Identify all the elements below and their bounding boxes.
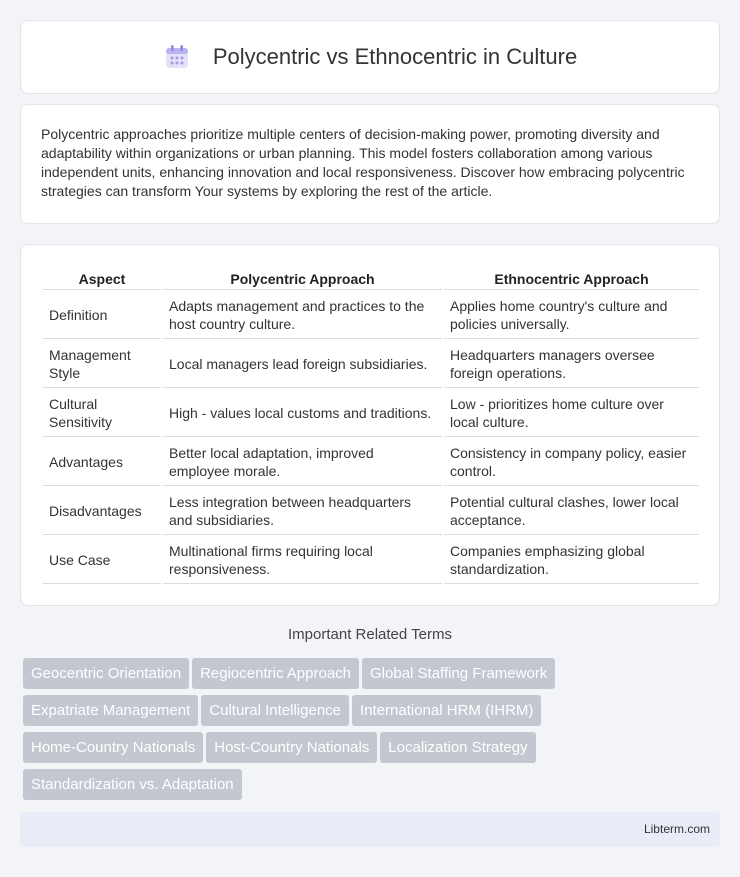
term-tag[interactable]: Expatriate Management [23, 695, 198, 726]
comparison-card [20, 244, 720, 606]
term-tag[interactable]: Home-Country Nationals [23, 732, 203, 763]
ethnocentric-cell: Companies emphasizing global standardization. [444, 537, 699, 584]
related-terms-title: Important Related Terms [288, 626, 452, 643]
table-row [43, 341, 699, 388]
column-header: Ethnocentric Approach [444, 267, 699, 290]
table-header-row [43, 267, 699, 290]
aspect-cell: Use Case [43, 537, 161, 584]
aspect-cell: Advantages [43, 439, 161, 486]
polycentric-cell: Adapts management and practices to the host country culture. [163, 292, 442, 339]
term-tag[interactable]: Localization Strategy [380, 732, 535, 763]
footer-link[interactable]: Libterm.com [643, 822, 710, 836]
polycentric-cell: Less integration between headquarters and subsidiaries. [163, 488, 442, 535]
column-header: Polycentric Approach [163, 267, 442, 290]
table-row [43, 439, 699, 486]
aspect-cell: Definition [43, 292, 161, 339]
page-title: Polycentric vs Ethnocentric in Culture [212, 44, 578, 69]
table-row [43, 537, 699, 584]
table-row [43, 488, 699, 535]
term-tag[interactable]: Global Staffing Framework [362, 658, 555, 689]
column-header: Aspect [43, 267, 161, 290]
term-tag[interactable]: Standardization vs. Adaptation [23, 769, 242, 800]
term-tag[interactable]: Cultural Intelligence [201, 695, 349, 726]
comparison-table [41, 265, 701, 586]
ethnocentric-cell: Applies home country's culture and policies universally. [444, 292, 699, 339]
related-terms-list [23, 658, 723, 806]
ethnocentric-cell: Headquarters managers oversee foreign operations. [444, 341, 699, 388]
polycentric-cell: Better local adaptation, improved employee morale. [163, 439, 442, 486]
polycentric-cell: Local managers lead foreign subsidiaries. [163, 341, 442, 388]
aspect-cell: Management Style [43, 341, 161, 388]
ethnocentric-cell: Consistency in company policy, easier control. [444, 439, 699, 486]
calendar-icon [163, 43, 191, 71]
table-row [43, 390, 699, 437]
term-tag[interactable]: International HRM (IHRM) [352, 695, 541, 726]
aspect-cell: Cultural Sensitivity [43, 390, 161, 437]
aspect-cell: Disadvantages [43, 488, 161, 535]
table-row [43, 292, 699, 339]
intro-card [20, 104, 720, 224]
ethnocentric-cell: Low - prioritizes home culture over local culture. [444, 390, 699, 437]
term-tag[interactable]: Regiocentric Approach [192, 658, 359, 689]
intro-text: Polycentric approaches prioritize multiple centers of decision-making power, promoting diversity and adaptability within organizations or urban planning. This model fosters collaboration among various independent units, enhancing innovation and local responsiveness. Discover how embracing polycentric strategies can transform Your systems by exploring the rest of the article. [41, 126, 685, 199]
ethnocentric-cell: Potential cultural clashes, lower local acceptance. [444, 488, 699, 535]
polycentric-cell: Multinational firms requiring local responsiveness. [163, 537, 442, 584]
header-card [20, 20, 720, 94]
term-tag[interactable]: Geocentric Orientation [23, 658, 189, 689]
term-tag[interactable]: Host-Country Nationals [206, 732, 377, 763]
footer [20, 812, 720, 847]
polycentric-cell: High - values local customs and traditions. [163, 390, 442, 437]
